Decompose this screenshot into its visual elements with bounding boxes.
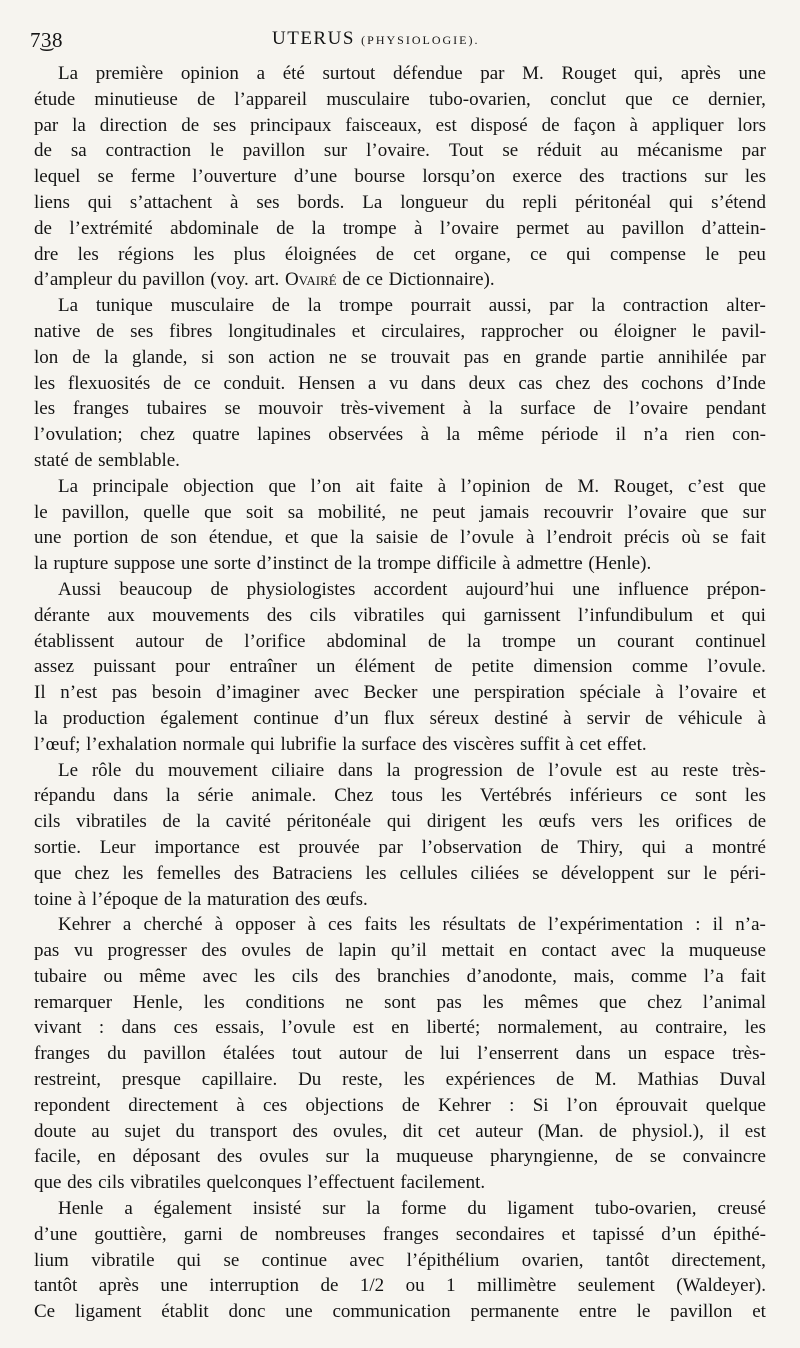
- text-line: repondent directement à ces objections de Kehrer : Si l’on éprouvait quelque: [34, 1094, 766, 1116]
- text-line: étude minutieuse de l’appareil musculaire tubo-ovarien, conclut que ce dernier,: [34, 88, 766, 110]
- text-line: La tunique musculaire de la trompe pourrait aussi, par la contraction alter-: [58, 295, 766, 317]
- text-line: Kehrer a cherché à opposer à ces faits les résultats de l’expérimentation : il n’a-: [58, 914, 766, 936]
- page-number: 7͜38: [30, 28, 63, 52]
- text-line: lium vibratile qui se continue avec l’épithélium ovarien, tantôt directement,: [34, 1249, 766, 1271]
- text-line: Le rôle du mouvement ciliaire dans la progression de l’ovule est au reste très-: [58, 759, 766, 781]
- text-line: cils vibratiles de la cavité péritonéale qui dirigent les œufs vers les orifices de: [34, 811, 766, 833]
- text-line: dre les régions les plus éloignées de cet organe, ce qui compense le peu: [34, 243, 766, 265]
- text-line: lequel se ferme l’ouverture d’une bourse lorsqu’on exerce des tractions sur les: [34, 166, 766, 188]
- text-line: Henle a également insisté sur la forme du ligament tubo-ovarien, creusé: [58, 1198, 766, 1220]
- text-line: restreint, presque capillaire. Du reste, les expériences de M. Mathias Duval: [34, 1069, 766, 1091]
- text-line: que chez les femelles des Batraciens les cellules ciliées se développent sur le péri-: [34, 862, 766, 884]
- text-line: dérante aux mouvements des cils vibratiles qui garnissent l’infundibulum et qui: [34, 604, 766, 626]
- text-line: Il n’est pas besoin d’imaginer avec Becker une perspiration spéciale à l’ovaire et: [34, 682, 766, 704]
- text-line: liens qui s’attachent à ses bords. La longueur du repli péritonéal qui s’étend: [34, 191, 766, 213]
- text-line: d’une gouttière, garni de nombreuses franges secondaires et tapissé d’un épithé-: [34, 1223, 766, 1245]
- text-line: répandu dans la série animale. Chez tous les Vertébrés inférieurs ce sont les: [34, 785, 766, 807]
- running-head-subtitle: (PHYSIOLOGIE).: [361, 33, 480, 47]
- text-line: le pavillon, quelle que soit sa mobilité, ne peut jamais recouvrir l’ovaire que sur: [34, 501, 766, 523]
- running-head: [272, 28, 479, 50]
- text-line: franges du pavillon étalées tout autour de lui l’enserrent dans un espace très-: [34, 1043, 766, 1065]
- text-line: les flexuosités de ce conduit. Hensen a vu dans deux cas chez des cochons d’Inde: [34, 372, 766, 394]
- text-line: assez puissant pour entraîner un élément de petite dimension comme l’ovule.: [34, 656, 766, 678]
- text-line: par la direction de ses principaux faisceaux, est disposé de façon à appliquer lors: [34, 114, 766, 136]
- text-line: doute au sujet du transport des ovules, dit cet auteur (Man. de physiol.), il est: [34, 1120, 766, 1142]
- text-line: facile, en déposant des ovules sur la muqueuse pharyngienne, de se convaincre: [34, 1146, 766, 1168]
- text-line: que des cils vibratiles quelconques l’effectuent facilement.: [34, 1172, 486, 1194]
- text-line: une portion de son étendue, et que la saisie de l’ovule à l’endroit précis où se fait: [34, 527, 766, 549]
- text-line: pas vu progresser des ovules de lapin qu’il mettait en contact avec la muqueuse: [34, 940, 766, 962]
- text-line: vivant : dans ces essais, l’ovule est en liberté; normalement, au contraire, les: [34, 1017, 766, 1039]
- text-line: Ce ligament établit donc une communication permanente entre le pavillon et: [34, 1301, 766, 1323]
- text-line: la production également continue d’un flux séreux destiné à servir de véhicule à: [34, 707, 766, 729]
- text-line: de l’extrémité abdominale de la trompe à l’ovaire permet au pavillon d’attein-: [34, 217, 766, 239]
- text-line: d’ampleur du pavillon (voy. art. Ovairé de ce Dictionnaire).: [34, 269, 495, 291]
- text-line: La principale objection que l’on ait faite à l’opinion de M. Rouget, c’est que: [58, 475, 766, 497]
- text-line: staté de semblable.: [34, 449, 180, 471]
- text-line: l’ovulation; chez quatre lapines observées à la même période il n’a rien con-: [34, 424, 766, 446]
- text-line: la rupture suppose une sorte d’instinct de la trompe difficile à admettre (Henle).: [34, 553, 652, 575]
- text-line: établissent autour de l’orifice abdominal de la trompe un courant continuel: [34, 630, 766, 652]
- text-line: Aussi beaucoup de physiologistes accordent aujourd’hui une influence prépon-: [58, 578, 766, 600]
- body-text: [34, 61, 766, 1325]
- text-line: toine à l’époque de la maturation des œufs.: [34, 888, 368, 910]
- text-line: l’œuf; l’exhalation normale qui lubrifie la surface des viscères suffit à cet effet.: [34, 733, 647, 755]
- text-line: La première opinion a été surtout défendue par M. Rouget qui, après une: [58, 63, 766, 84]
- text-line: les franges tubaires se mouvoir très-vivement à la surface de l’ovaire pendant: [34, 398, 766, 420]
- text-line: sortie. Leur importance est prouvée par l’observation de Thiry, qui a montré: [34, 836, 766, 858]
- text-line: native de ses fibres longitudinales et circulaires, rapprocher ou éloigner le pavil-: [34, 320, 766, 342]
- text-line: lon de la glande, si son action ne se trouvait pas en grande partie annihilée par: [34, 346, 766, 368]
- running-head-title: UTERUS: [272, 28, 355, 49]
- text-line: tubaire ou même avec les cils des branchies d’anodonte, mais, comme l’a fait: [34, 965, 766, 987]
- text-line: de sa contraction le pavillon sur l’ovaire. Tout se réduit au mécanisme par: [34, 140, 766, 162]
- text-line: tantôt après une interruption de 1/2 ou 1 millimètre seulement (Waldeyer).: [34, 1275, 766, 1297]
- page-header: [30, 28, 770, 62]
- text-line: remarquer Henle, les conditions ne sont pas les mêmes que chez l’animal: [34, 991, 766, 1013]
